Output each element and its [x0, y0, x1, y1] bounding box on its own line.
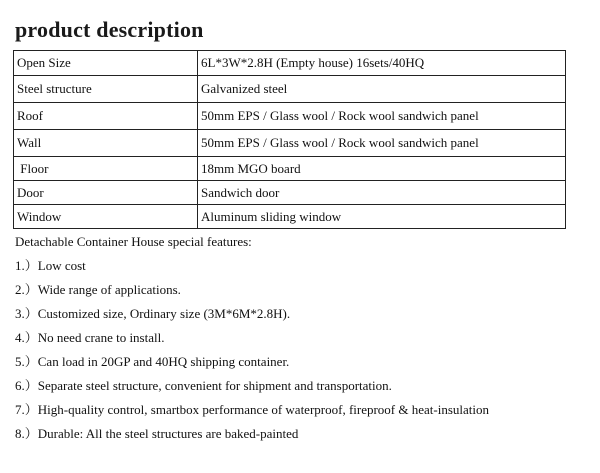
list-number: 7.）	[15, 402, 38, 417]
spec-table	[13, 50, 566, 229]
list-number: 4.）	[15, 330, 38, 345]
list-text: No need crane to install.	[37, 330, 165, 345]
list-item	[15, 350, 585, 374]
list-text: Customized size, Ordinary size (3M*6M*2.8H).	[37, 306, 291, 321]
list-number: 2.）	[15, 282, 38, 297]
list-text: Separate steel structure, convenient for shipment and transportation.	[37, 378, 392, 393]
spec-label: Floor	[14, 157, 198, 181]
list-number: 6.）	[15, 378, 38, 393]
spec-value: 50mm EPS / Glass wool / Rock wool sandwich panel	[198, 130, 566, 157]
spec-label: Open Size	[14, 51, 198, 76]
list-text: Durable: All the steel structures are baked-painted	[37, 426, 299, 441]
list-item	[15, 278, 585, 302]
table-row	[14, 130, 566, 157]
list-item	[15, 398, 585, 422]
spec-value: Sandwich door	[198, 181, 566, 205]
spec-label: Window	[14, 205, 198, 229]
page-title: product description	[15, 17, 204, 42]
list-text: Can load in 20GP and 40HQ shipping container.	[37, 354, 290, 369]
table-row	[14, 51, 566, 76]
spec-label: Roof	[14, 103, 198, 130]
table-row	[14, 205, 566, 229]
spec-value: 18mm MGO board	[198, 157, 566, 181]
spec-label: Door	[14, 181, 198, 205]
list-item	[15, 374, 585, 398]
features-section	[15, 230, 585, 446]
features-heading: Detachable Container House special features:	[15, 234, 252, 249]
list-number: 1.）	[15, 258, 38, 273]
list-item	[15, 326, 585, 350]
spec-value: 50mm EPS / Glass wool / Rock wool sandwich panel	[198, 103, 566, 130]
spec-value: Aluminum sliding window	[198, 205, 566, 229]
list-number: 5.）	[15, 354, 38, 369]
spec-label: Wall	[14, 130, 198, 157]
list-item	[15, 254, 585, 278]
spec-value: 6L*3W*2.8H (Empty house) 16sets/40HQ	[198, 51, 566, 76]
list-number: 8.）	[15, 426, 38, 441]
table-row	[14, 103, 566, 130]
list-number: 3.）	[15, 306, 38, 321]
list-text: Low cost	[37, 258, 86, 273]
list-text: High-quality control, smartbox performance of waterproof, fireproof & heat-insulation	[37, 402, 490, 417]
spec-value: Galvanized steel	[198, 76, 566, 103]
table-row	[14, 76, 566, 103]
table-row	[14, 157, 566, 181]
spec-label: Steel structure	[14, 76, 198, 103]
list-item	[15, 422, 585, 446]
list-text: Wide range of applications.	[37, 282, 181, 297]
list-item	[15, 302, 585, 326]
table-row	[14, 181, 566, 205]
